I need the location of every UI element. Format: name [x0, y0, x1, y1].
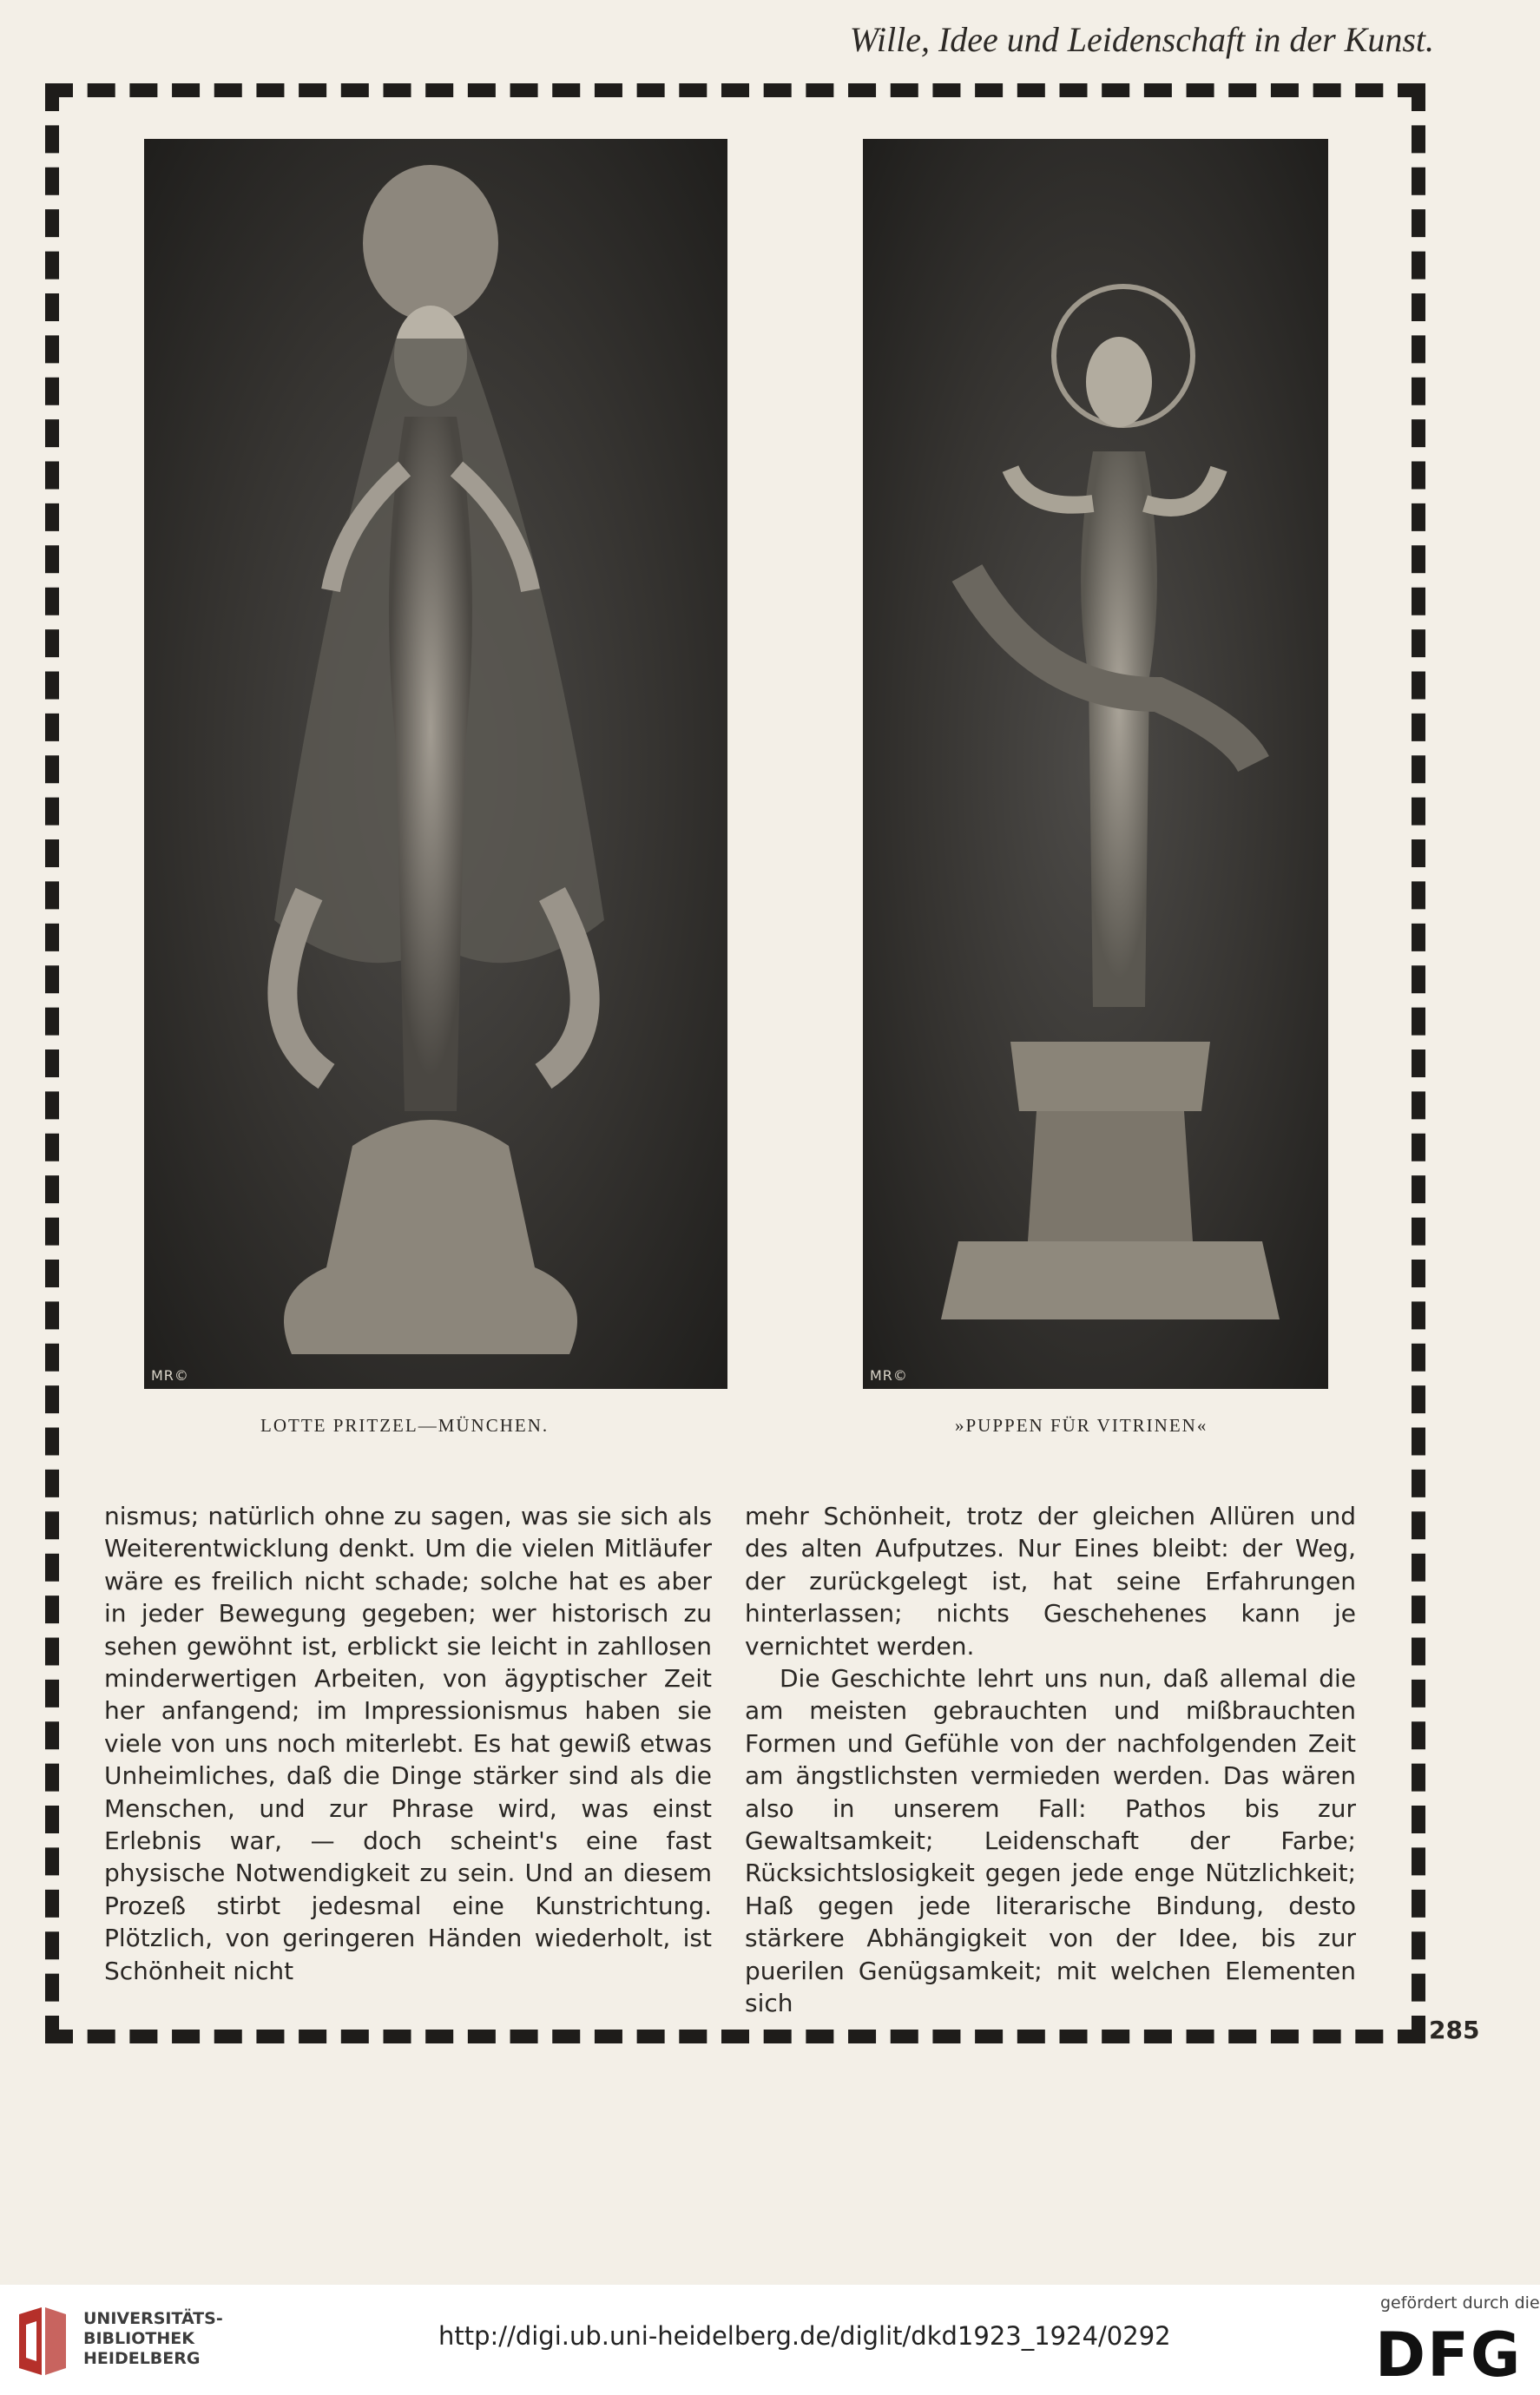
figure-caption: »PUPPEN FÜR VITRINEN«: [955, 1415, 1208, 1436]
paragraph: Die Geschichte lehrt uns nun, daß allemal die am meisten gebrauchten und mißbrauchten Formen und Gefühle von der nachfolgenden Zeit am ängstlichsten vermieden werden. Das wären also in unserem Fall: Pathos bis zur Gewaltsamkeit; Leidenschaft der Farbe; Rücksichtslosigkeit gegen jede enge Nützlichkeit; Haß gegen jede literarische Bindung, desto stärkere Abhängigkeit von der Idee, bis zur puerilen Genügsamkeit; mit welchen Elementen sich: [745, 1664, 1356, 2018]
library-logo-icon: [16, 2306, 69, 2377]
photographer-monogram: MR©: [870, 1367, 908, 1384]
source-url-link[interactable]: http://digi.ub.uni-heidelberg.de/diglit/dkd1923_1924/0292: [438, 2321, 1171, 2351]
digitization-footer: [0, 2285, 1540, 2395]
photo-figure-2: [863, 139, 1328, 1389]
running-head: Wille, Idee und Leidenschaft in der Kunst.: [849, 20, 1434, 59]
doll-madonna-image: [144, 139, 727, 1389]
photographer-monogram: MR©: [151, 1367, 189, 1384]
library-name: UNIVERSITÄTS- BIBLIOTHEK HEIDELBERG: [83, 2309, 223, 2368]
text-column-right: [745, 1500, 1356, 2020]
page-number: 285: [1429, 2016, 1480, 2044]
figure-caption: LOTTE PRITZEL—MÜNCHEN.: [260, 1415, 550, 1436]
photo-figure-1: [144, 139, 727, 1389]
dfg-logo: DFG: [1375, 2319, 1523, 2391]
text-column-left: [104, 1500, 712, 1987]
doll-halo-image: [863, 139, 1328, 1389]
paragraph: mehr Schönheit, trotz der gleichen Allüren und des alten Aufputzes. Nur Eines bleibt: der Weg, der zurückgelegt ist, hat seine Erfahrungen hinterlassen; nichts Geschehenes kann je vernichtet werden.: [745, 1502, 1356, 1661]
funded-by-label: gefördert durch die: [1380, 2293, 1540, 2313]
paragraph: nismus; natürlich ohne zu sagen, was sie sich als Weiterentwicklung denkt. Um die vielen Mitläufer wäre es freilich nicht schade; solche hat es aber in jeder Bewegung gegeben; wer historisch zu sehen gewöhnt ist, erblickt sie leicht in zahllosen minderwertigen Arbeiten, von ägyptischer Zeit her anfangend; im Impressionismus haben sie viele von uns noch miterlebt. Es hat gewiß etwas Unheimliches, daß die Dinge stärker sind als die Menschen, und zur Phrase wird, was einst Erlebnis war, — doch scheint's eine fast physische Notwendigkeit zu sein. Und an diesem Prozeß stirbt jedesmal eine Kunstrichtung. Plötzlich, von geringeren Händen wiederholt, ist Schönheit nicht: [104, 1502, 712, 1985]
